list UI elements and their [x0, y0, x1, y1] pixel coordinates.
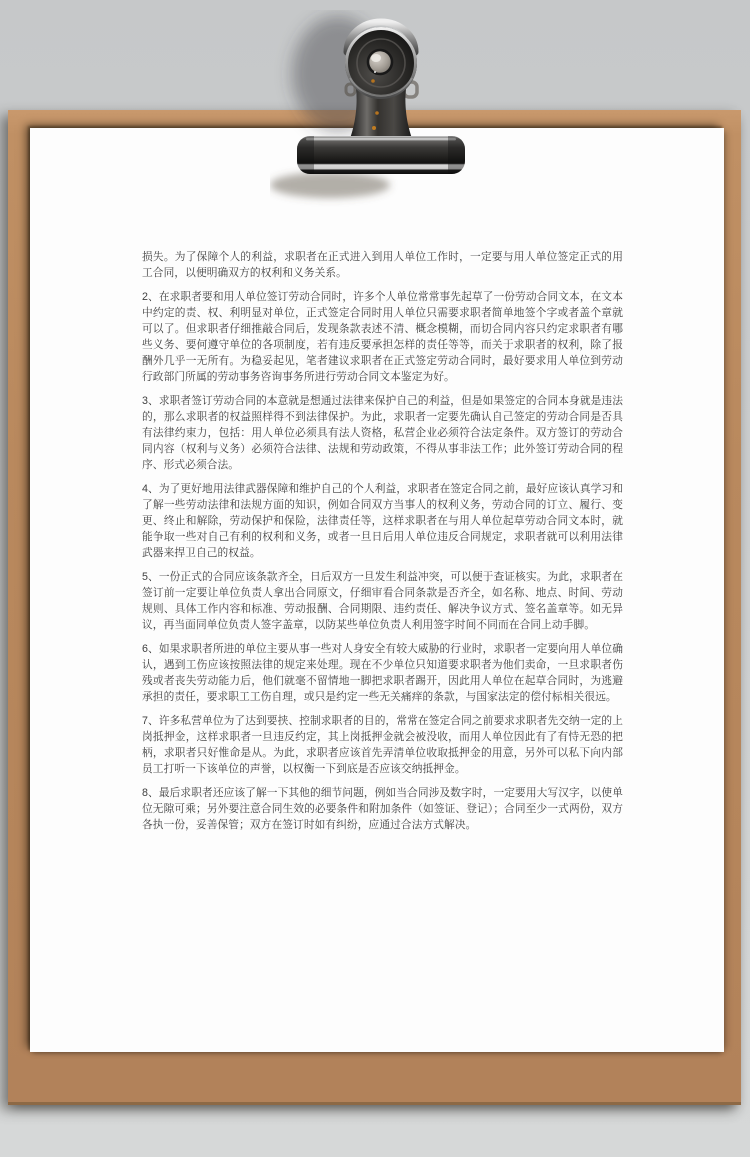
paragraph: 8、最后求职者还应该了解一下其他的细节问题，例如当合同涉及数字时，一定要用大写汉字，以使单位无隙可乘；另外要注意合同生效的必要条件和附加条件（如签证、登记）；合同至少一式两份，双方各执一份，妥善保管；双方在签订时如有纠纷，应通过合法方式解决。 [142, 787, 623, 831]
clip-glint-amber-upper [375, 111, 379, 115]
paragraph: 4、为了更好地用法律武器保障和维护自己的个人利益，求职者在签定合同之前，最好应该认真学习和了解一些劳动法律和法规方面的知识，例如合同双方当事人的权利义务，劳动合同的订立、履行、变更、终止和解除，劳动保护和保险，法律责任等，这样求职者在与用人单位起草劳动合同文本时，就能争取一些对自己有利的权利和义务，或者一旦日后用人单位违反合同规定，求职者就可以利用法律武器来捍卫自己的权益。 [142, 483, 623, 559]
paper-sheet [30, 128, 724, 1052]
paragraph: 5、一份正式的合同应该条款齐全，日后双方一旦发生利益冲突，可以便于查证核实。为此，求职者在签订前一定要让单位负责人拿出合同原文，仔细审看合同条款是否齐全，如名称、地点、时间、劳动规则、具体工作内容和标准、劳动报酬、合同期限、违约责任、解决争议方式、签名盖章等。如无异议，再当面同单位负责人签字盖章，以防某些单位负责人利用签字时间不同而在合同上动手脚。 [142, 571, 623, 631]
paragraph: 2、在求职者要和用人单位签订劳动合同时，许多个人单位常常事先起草了一份劳动合同文本，在文本中约定的责、权、利明显对单位，正式签定合同时用人单位只需要求职者简单地签个字或者盖个章就可以了。但求职者仔细推敲合同后，发现条款表述不清、概念模糊，而切合同内容只约定求职者有哪些义务、要何遵守单位的各项制度，若有违反要承担怎样的责任等等，而关于求职者的权利，除了报酬外几乎一无所有。为稳妥起见，笔者建议求职者在正式签定劳动合同时，最好要求用人单位到劳动行政部门所属的劳动事务咨询事务所进行劳动合同文本鉴定为好。 [142, 291, 623, 383]
clip-jaw-top-highlight [306, 138, 456, 140]
document-text [142, 249, 623, 841]
clip-jaw [297, 136, 465, 174]
clip-jaw-end-shade-left [297, 136, 314, 174]
clip-speck-amber [371, 79, 375, 83]
paragraph: 6、如果求职者所进的单位主要从事一些对人身安全有较大威胁的行业时，求职者一定要向用人单位确认，遇到工伤应该按照法律的规定来处理。现在不少单位只知道要求职者为他们卖命，一旦求职者伤残或者丧失劳动能力后，他们就毫不留情地一脚把求职者踢开，因此用人单位在起草合同时，为逃避承担的责任，要求职工工伤自理，或只是约定一些无关痛痒的条款，与国家法定的偿付标相关很远。 [142, 643, 623, 703]
clip-glint-amber-body [372, 126, 376, 130]
clip-hole [368, 50, 392, 74]
paragraph: 7、许多私营单位为了达到要挟、控制求职者的目的，常常在签定合同之前要求求职者先交纳一定的上岗抵押金，这样求职者一旦违反约定，其上岗抵押金就会被没收，而用人单位因此有了有恃无恐的把柄，求职者只好惟命是从。为此，求职者应该首先弄清单位收取抵押金的用意，另外可以私下向内部员工打听一下该单位的声誉，以权衡一下到底是否应该交纳抵押金。 [142, 715, 623, 775]
clip-paper-shadow [270, 172, 390, 198]
paragraph: 损失。为了保障个人的利益，求职者在正式进入到用人单位工作时，一定要与用人单位签定正式的用工合同，以便明确双方的权利和义务关系。 [142, 251, 623, 279]
paragraph: 3、求职者签订劳动合同的本意就是想通过法律来保护自己的利益，但是如果签定的合同本身就是违法的，那么求职者的权益照样得不到法律保护。为此，求职者一定要先确认自己签定的劳动合同是否具有法律约束力，包括：用人单位必须具有法人资格，私营企业必须符合法定条件。双方签订的劳动合同内容（权利与义务）必须符合法律、法规和劳动政策，不得从事非法工作；此外签订劳动合同的程序、形式必须合法。 [142, 395, 623, 471]
binder-clip-icon [270, 10, 490, 210]
clip-jaw-end-shade-right [448, 136, 465, 174]
clip-speck-white [374, 71, 376, 73]
clip-hole-glint [371, 54, 381, 62]
